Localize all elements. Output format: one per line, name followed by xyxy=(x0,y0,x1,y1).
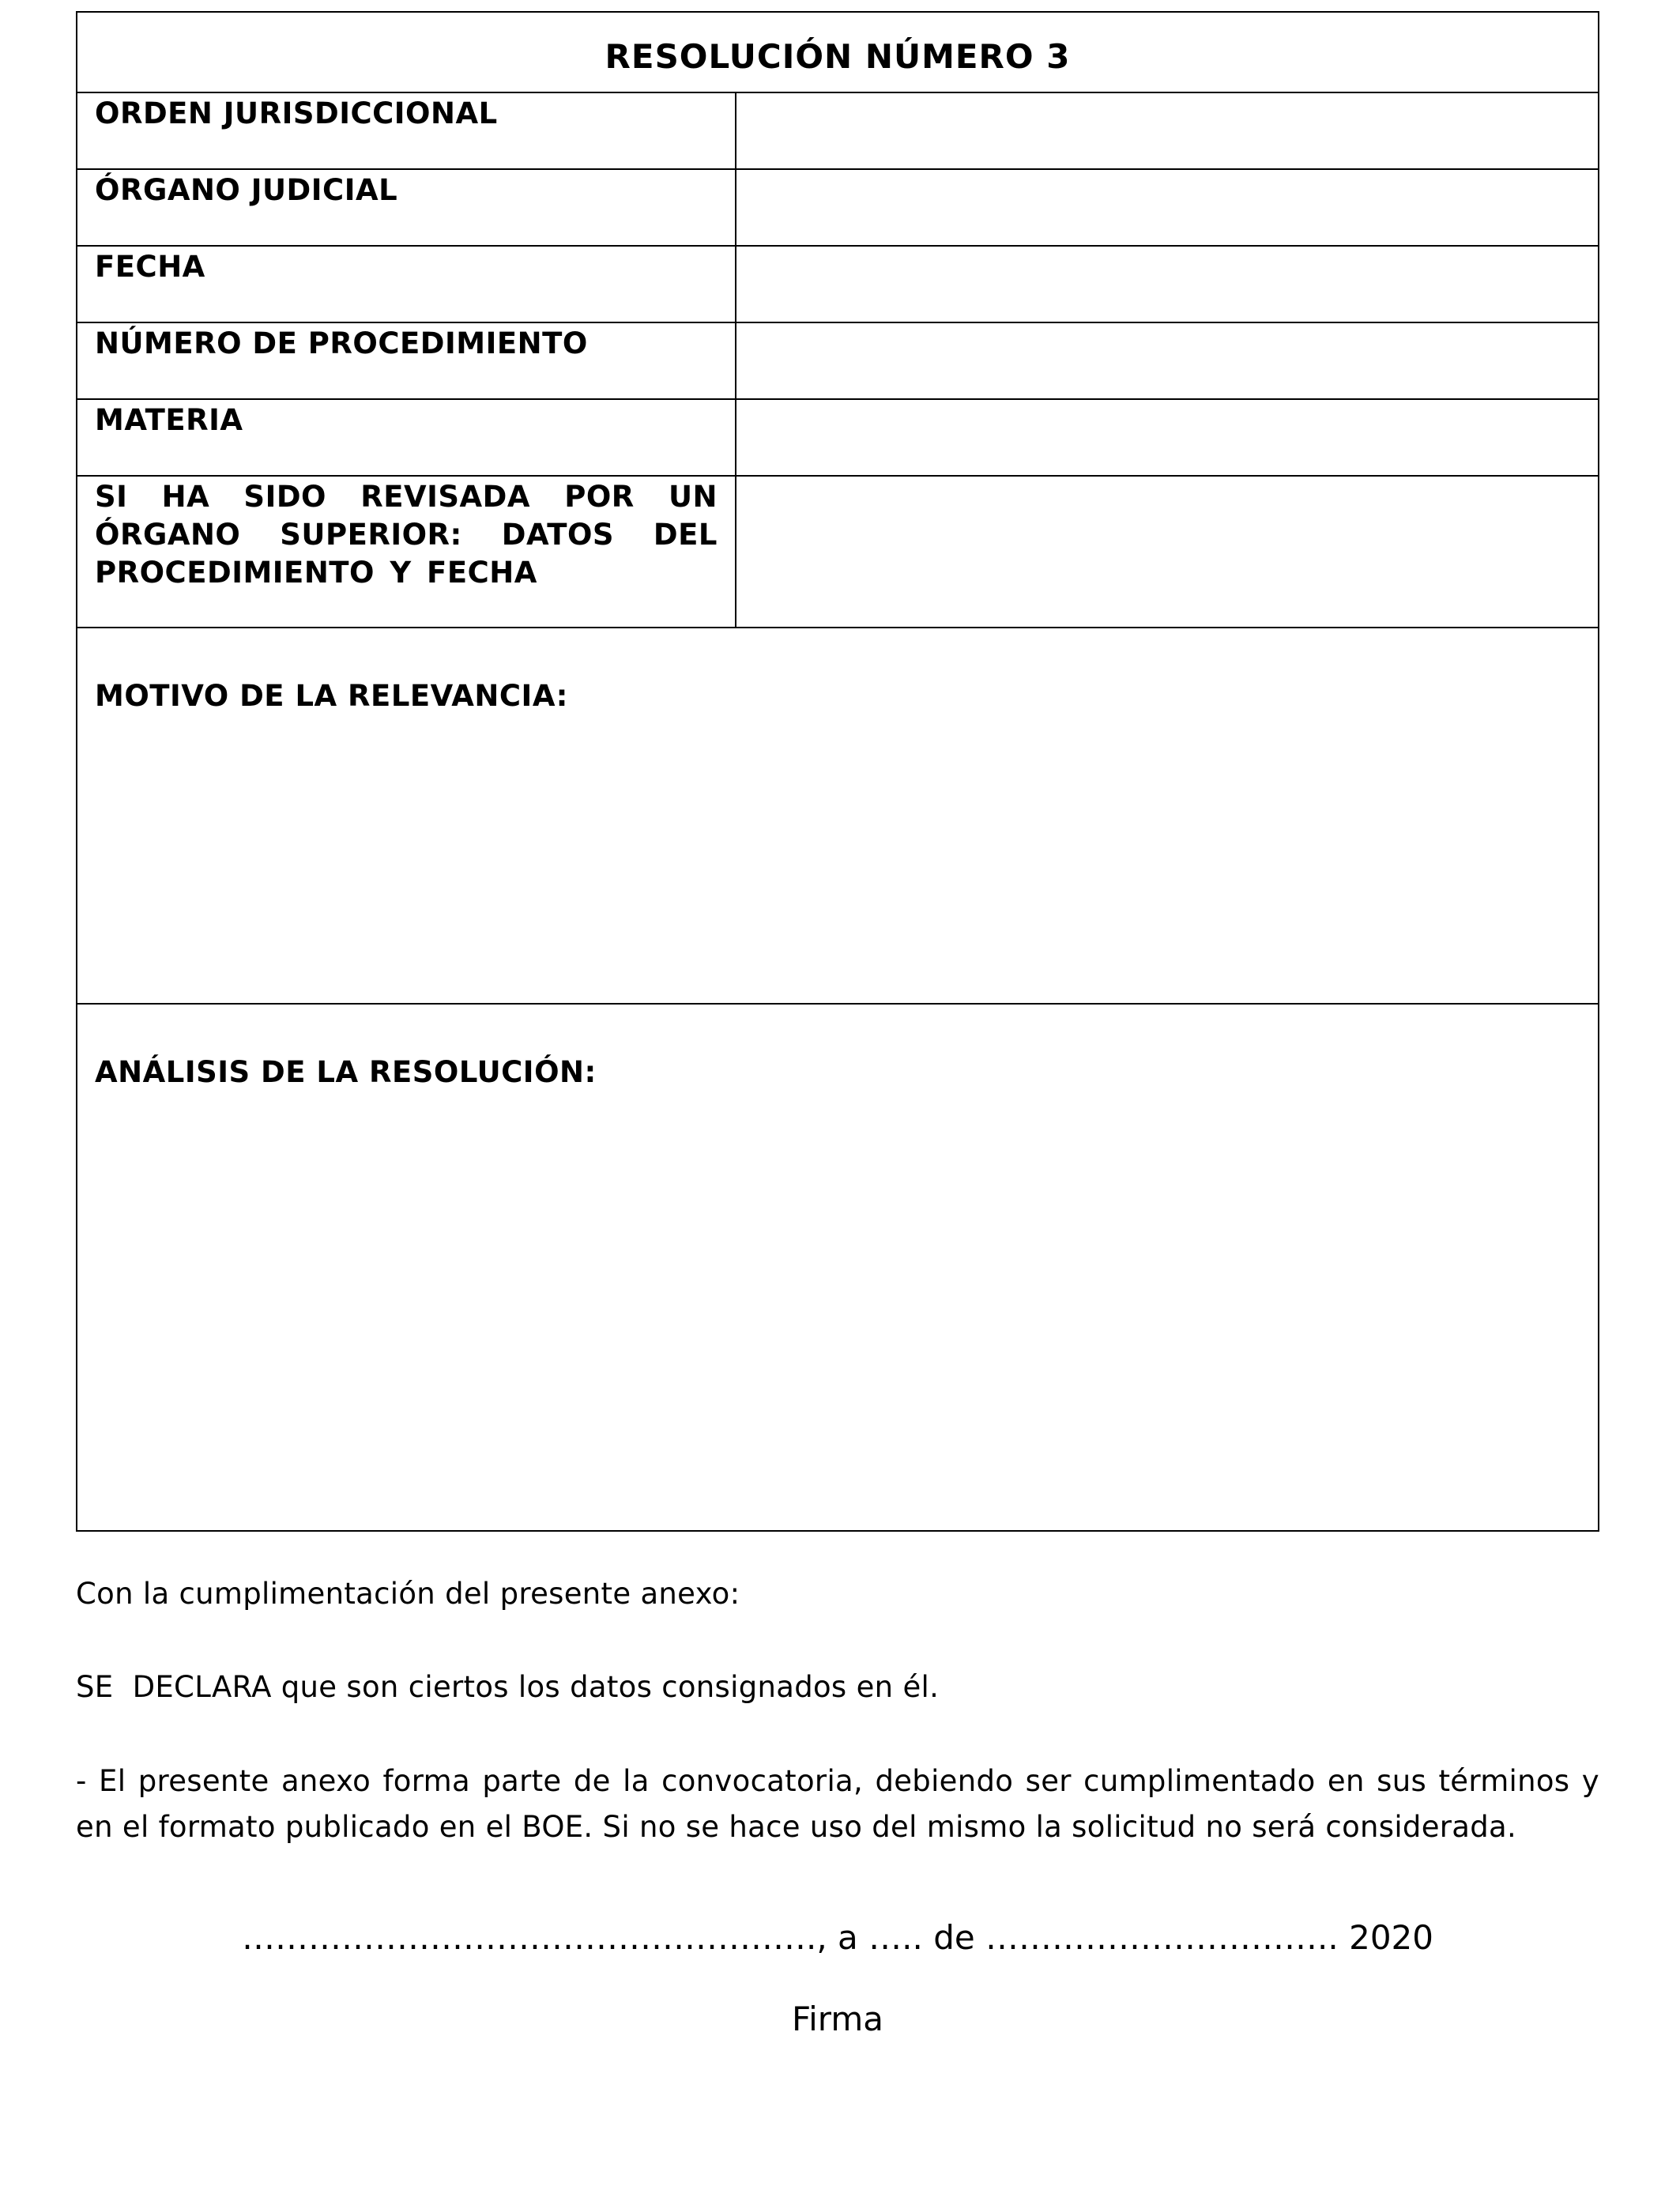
field-row-organo-judicial xyxy=(77,170,1598,247)
field-label-cell xyxy=(77,170,736,245)
signature-label: Firma xyxy=(792,2000,883,2038)
field-label-cell xyxy=(77,247,736,322)
field-label-cell xyxy=(77,323,736,398)
analisis-resolucion-section[interactable] xyxy=(77,1005,1598,1530)
field-value-numero-procedimiento[interactable] xyxy=(736,323,1598,398)
field-label-cell xyxy=(77,93,736,168)
field-value-fecha[interactable] xyxy=(736,247,1598,322)
field-value-revision-superior[interactable] xyxy=(736,477,1598,627)
field-row-materia xyxy=(77,400,1598,477)
form-title-row xyxy=(77,13,1598,93)
motivo-relevancia-section[interactable] xyxy=(77,628,1598,1005)
footer-declaration: SE DECLARA que son ciertos los datos consignados en él. xyxy=(76,1670,940,1704)
field-label-fecha: FECHA xyxy=(95,250,205,284)
field-label-revision-superior: SI HA SIDO REVISADA POR UN ÓRGANO SUPERIOR: DATOS DEL PROCEDIMIENTO Y FECHA xyxy=(95,480,718,590)
footer-note: - El presente anexo forma parte de la convocatoria, debiendo ser cumplimentado en sus términos y en el formato publicado en el BOE. Si no se hace uso del mismo la solicitud no será considerada. xyxy=(76,1764,1599,1844)
field-label-cell xyxy=(77,477,736,627)
field-row-fecha xyxy=(77,247,1598,323)
field-label-numero-procedimiento: NÚMERO DE PROCEDIMIENTO xyxy=(95,326,588,360)
field-label-organo-judicial: ÓRGANO JUDICIAL xyxy=(95,173,398,207)
field-row-revision-superior xyxy=(77,477,1598,628)
field-row-orden-jurisdiccional xyxy=(77,93,1598,170)
field-value-organo-judicial[interactable] xyxy=(736,170,1598,245)
field-row-numero-procedimiento xyxy=(77,323,1598,400)
field-value-orden-jurisdiccional[interactable] xyxy=(736,93,1598,168)
resolution-form-table xyxy=(76,11,1599,1532)
motivo-relevancia-label: MOTIVO DE LA RELEVANCIA: xyxy=(95,679,568,713)
place-date-line: ……………………………………………., a ….. de ………………………….. 2020 xyxy=(242,1918,1433,1957)
footer-intro: Con la cumplimentación del presente anexo: xyxy=(76,1577,740,1611)
field-label-orden-jurisdiccional: ORDEN JURISDICCIONAL xyxy=(95,96,498,130)
analisis-resolucion-label: ANÁLISIS DE LA RESOLUCIÓN: xyxy=(95,1055,597,1089)
field-value-materia[interactable] xyxy=(736,400,1598,475)
form-title: RESOLUCIÓN NÚMERO 3 xyxy=(605,36,1071,76)
field-label-cell xyxy=(77,400,736,475)
field-label-materia: MATERIA xyxy=(95,403,243,437)
